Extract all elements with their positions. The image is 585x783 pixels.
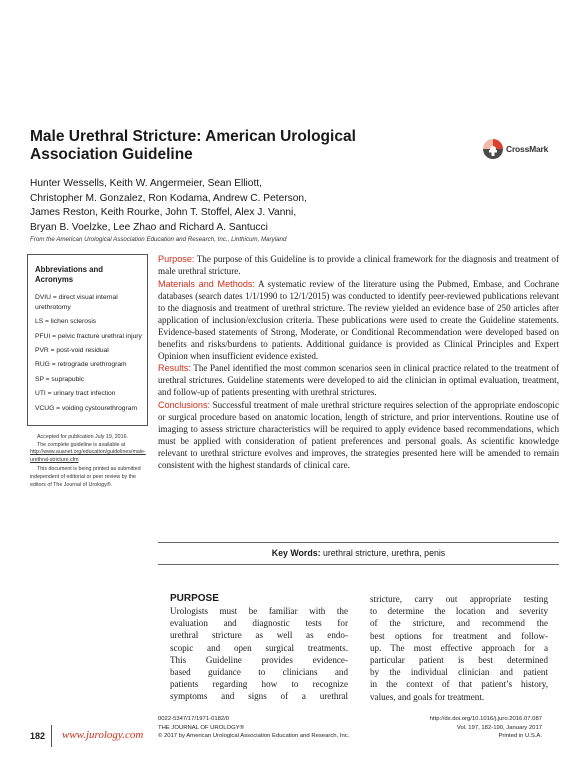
author-line: Bryan B. Voelzke, Lee Zhao and Richard A. Santucci (30, 221, 268, 233)
abstract-conclusions (158, 399, 559, 471)
abstract-results-text: The Panel identified the most common scenarios seen in clinical practice related to the treatment of urethral strictures. Guideline statements were developed to aid the clinician in optimal evaluation, treatment, and follow-up of patients presenting with urethral strictures. (158, 363, 560, 397)
author-line: James Reston, Keith Rourke, John T. Stoffel, Alex J. Vanni, (30, 207, 297, 219)
keywords-bottom-rule (158, 564, 559, 565)
keywords-top-rule (158, 542, 559, 543)
crossmark-icon (482, 138, 504, 160)
footer-issn: 0022-5347/17/1971-0182/0 (158, 716, 230, 722)
keywords-text: urethral stricture, urethra, penis (322, 548, 446, 558)
abbreviation-item: LS = lichen sclerosis (35, 318, 97, 326)
guideline-link[interactable]: http://www.auanet.org/education/guidelines/male-urethral-stricture.cfm (30, 449, 146, 463)
body-line: This Guideline provides evidence- (170, 654, 348, 665)
abstract-results-label: Results: (158, 363, 191, 373)
crossmark-label: CrossMark (506, 144, 549, 154)
abstract-purpose-label: Purpose: (158, 254, 195, 264)
body-line: of the stricture, and recommend the (370, 618, 548, 629)
journal-site-link[interactable]: www.jurology.com (62, 729, 144, 741)
guideline-note-prefix: The complete guideline is available at (37, 441, 126, 448)
author-line: Christopher M. Gonzalez, Ron Kodama, Andrew C. Peterson, (30, 192, 307, 204)
footer-journal-name: THE JOURNAL OF UROLOGY® (158, 724, 244, 731)
body-line: particular patient is best determined (370, 655, 548, 666)
abbreviations-box (27, 254, 148, 426)
body-line: stricture, carry out appropriate testing (370, 594, 548, 604)
abstract-purpose-text: The purpose of this Guideline is to provide a clinical framework for the diagnosis and treatment of male urethral stricture. (158, 254, 559, 276)
section-heading: PURPOSE (170, 593, 219, 604)
disclaimer-note: This document is being printed as submitted independent of editorial or peer review by the editors of The Journal of Urology®. (30, 466, 141, 488)
crossmark-badge[interactable] (482, 138, 562, 162)
body-line: symptoms and signs of a urethral (170, 691, 348, 702)
abbreviations-heading: Abbreviations and Acronyms (35, 265, 104, 284)
abstract-purpose (158, 253, 559, 277)
abbreviation-item: DVIU = direct visual internal urethrotomy (35, 294, 118, 311)
footer-citation-info (380, 715, 542, 741)
body-column-left (170, 605, 348, 703)
abbreviation-item: PVR = post-void residual (35, 346, 109, 354)
body-line: values, and goals for treatment. (370, 691, 485, 702)
abbreviation-item: RUG = retrograde urethrogram (35, 361, 127, 369)
keywords (158, 548, 559, 558)
body-line: best options for treatment and follow- (370, 630, 548, 641)
author-list (30, 177, 410, 235)
accepted-note: Accepted for publication July 19, 2016. (37, 434, 128, 440)
body-line: based guidance to clinicians and (170, 667, 348, 678)
body-line: scopic and open surgical treatments. (170, 642, 348, 653)
footer-journal-info (158, 715, 349, 741)
author-line: Hunter Wessells, Keith W. Angermeier, Sean Elliott, (30, 178, 262, 189)
abbreviation-item: SP = suprapubic (35, 375, 85, 383)
page-number: 182 (30, 731, 46, 741)
footer-printed: Printed in U.S.A. (498, 733, 542, 740)
footer-copyright: © 2017 by American Urological Association Education and Research, Inc. (158, 733, 350, 740)
abstract-methods-label: Materials and Methods: (158, 278, 255, 289)
body-line: evaluation and diagnostic tests for (170, 618, 348, 629)
abstract-methods-text: A systematic review of the literature using the Pubmed, Embase, and Cochrane databases (search dates 1/1/1990 to 12/1/2015) was conducted to identify peer-reviewed publications relevant to the diagnosis and treatment of urethral stricture. The review yielded an evidence base of 250 articles after application of inclusion/exclusion criteria. These publications were used to create the Guideline statements. Evidence-based statements of Strong, Moderate, or Conditional Recommendation were developed based on benefits and risks/burdens to patients. Additional guidance is provided as Clinical Principles and Expert Opinion when insufficient evidence existed. (158, 278, 559, 361)
article-notes (30, 434, 152, 489)
abstract (158, 253, 559, 471)
body-line: up. The most effective approach for a (370, 642, 548, 653)
guideline-note (30, 442, 152, 465)
abbreviation-item: PFUI = pelvic fracture urethral injury (35, 332, 142, 340)
body-column-right (370, 593, 548, 703)
footer-volume: Vol. 197, 182-190, January 2017 (456, 724, 542, 731)
abstract-methods (158, 278, 559, 362)
affiliation: From the American Urological Association Education and Research, Inc., Linthicum, Maryland (30, 236, 287, 243)
article-title: Male Urethral Stricture: American Urological Association Guideline (30, 128, 356, 163)
abstract-conclusions-text: Successful treatment of male urethral stricture requires selection of the appropriate endoscopic or surgical procedure based on anatomic location, length of stricture, and prior interventions. Routine use of imaging to assess stricture characteristics will be required to apply evidence based recommendations, which must be applied with consideration of patient preferences and personal goals. As scientific knowledge relevant to urethral stricture evolves and improves, the strategies presented here will be amended to remain consistent with the highest standards of clinical care. (158, 399, 559, 470)
body-line: to determine the location and severity (370, 606, 548, 617)
footer-divider (51, 725, 52, 747)
keywords-label: Key Words: (271, 548, 321, 558)
body-line: urethral stricture as well as endo- (170, 630, 348, 641)
body-line: Urologists must be familiar with the (170, 606, 348, 616)
abstract-results (158, 362, 559, 398)
body-line: patients regarding how to recognize (170, 679, 348, 690)
body-line: in the context of that patient’s history, (370, 679, 548, 690)
abbreviation-item: UTI = urinary tract infection (35, 390, 116, 398)
abbreviation-item: VCUG = voiding cystourethrogram (35, 404, 138, 412)
abstract-conclusions-label: Conclusions: (158, 399, 211, 410)
abbreviations-list (35, 293, 147, 418)
body-line: by the individual clinician and patient (370, 667, 548, 678)
footer-doi-link[interactable]: http://dx.doi.org/10.1016/j.juro.2016.07.087 (429, 716, 542, 722)
